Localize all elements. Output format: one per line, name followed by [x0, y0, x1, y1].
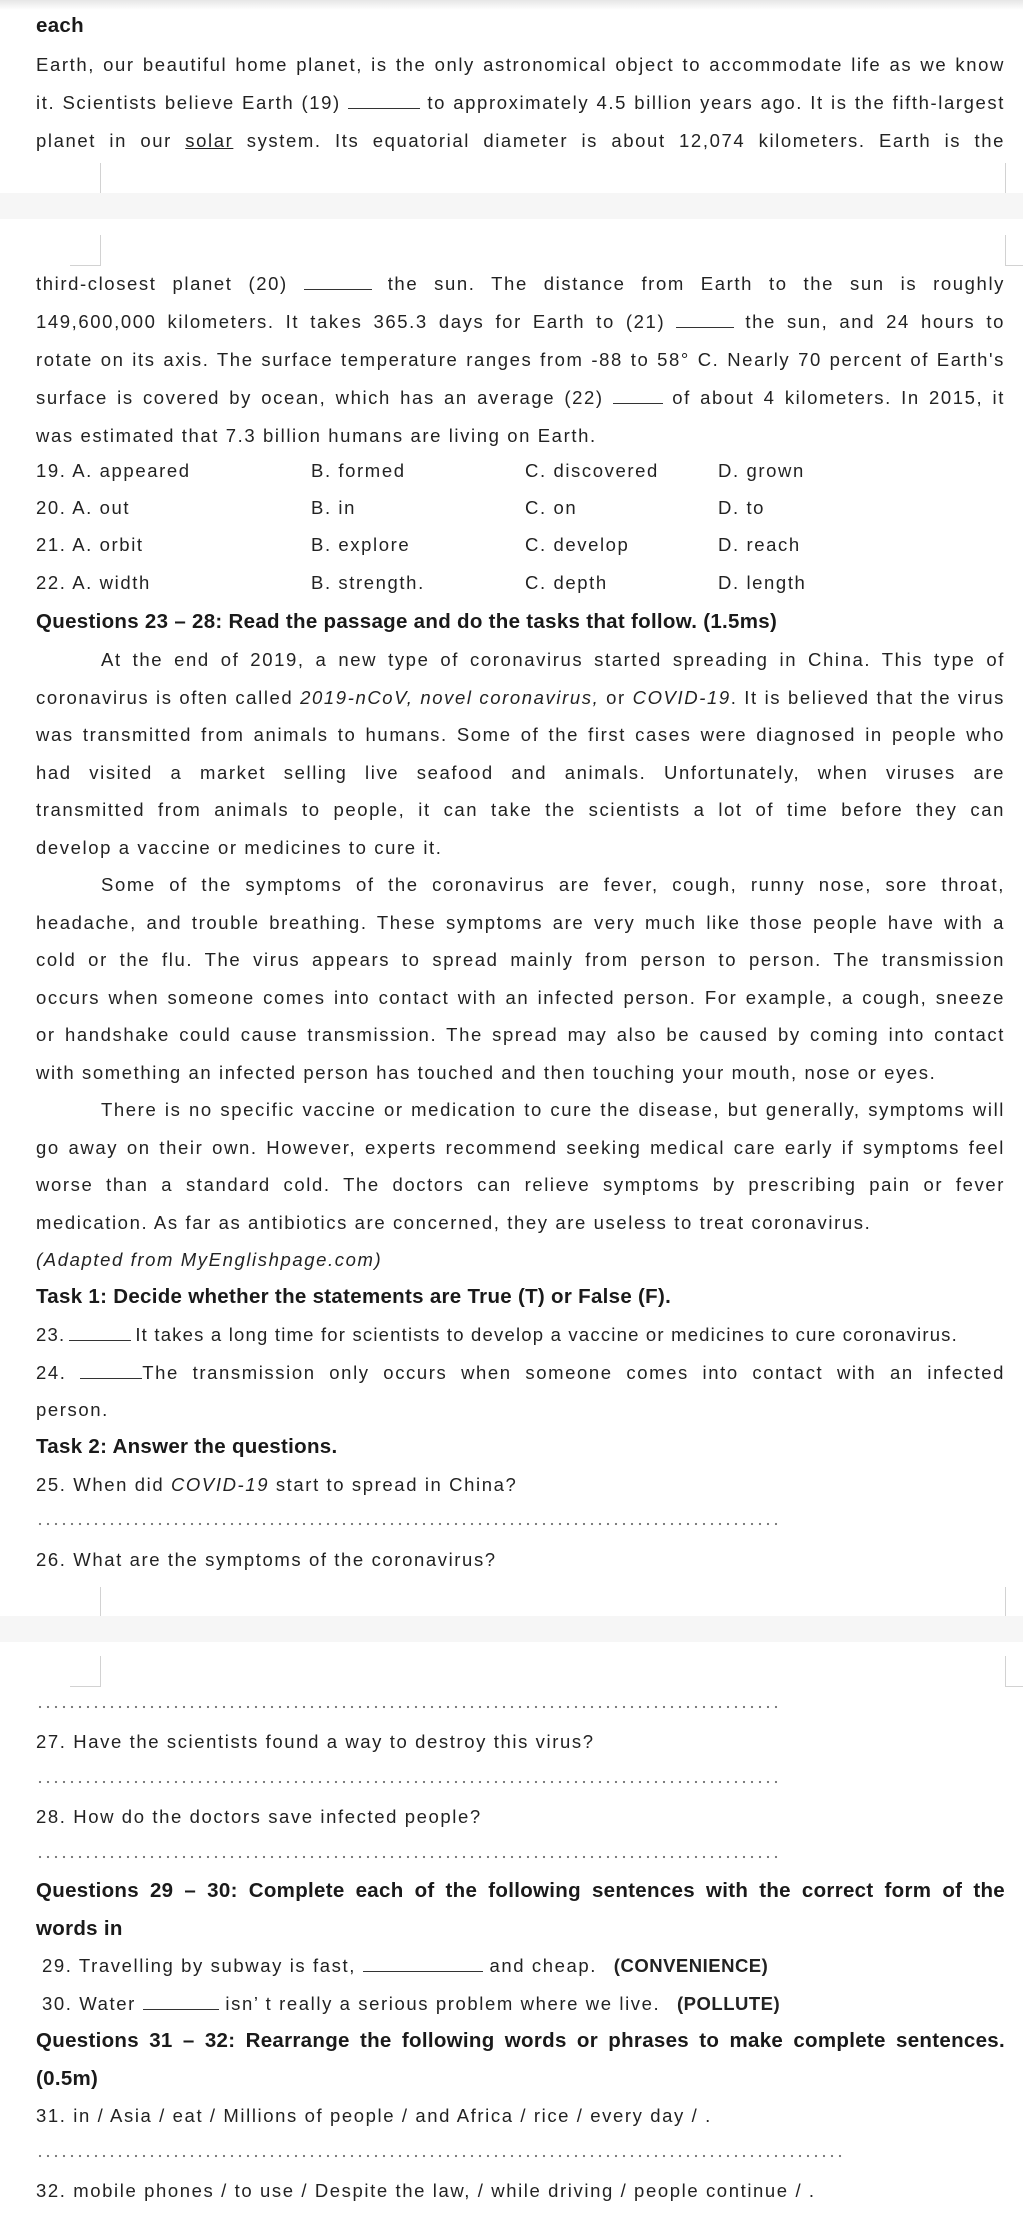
page-corner-mark	[1005, 1656, 1023, 1687]
reading-line: Some of the symptoms of the coronavirus are fever, cough, runny nose, sore throat,	[101, 874, 1005, 895]
page-corner-mark	[70, 235, 101, 266]
passage1-line: 149,600,000 kilometers. It takes 365.3 days for Earth to (21) the sun, and 24 hours to	[36, 311, 1005, 332]
page-edge	[0, 0, 1023, 10]
page-corner-mark	[70, 163, 101, 194]
answer-line-25[interactable]	[36, 1522, 782, 1526]
question-29: 29. Travelling by subway is fast, and cheap. (CONVENIENCE)	[42, 1955, 769, 1976]
question-30: 30. Water isn’ t really a serious problem where we live. (POLLUTE)	[42, 1993, 781, 2014]
option-21-a: 21. A. orbit	[36, 534, 144, 555]
top-word: each	[36, 14, 84, 37]
reading-line: go away on their own. However, experts recommend seeking medical care early if symptoms feel	[36, 1137, 1005, 1158]
section-heading-31-32-cont: (0.5m)	[36, 2067, 99, 2090]
option-19-c: C. discovered	[525, 460, 659, 481]
answer-blank-22[interactable]	[613, 387, 663, 404]
reading-line: with something an infected person has touched and then touching your mouth, nose or eyes.	[36, 1062, 937, 1083]
option-22-c: C. depth	[525, 572, 608, 593]
option-20-b: B. in	[311, 497, 357, 518]
answer-line-26[interactable]	[36, 1705, 782, 1709]
passage1-line: surface is covered by ocean, which has an average (22) of about 4 kilometers. In 2015, it	[36, 387, 1005, 408]
option-22-b: B. strength.	[311, 572, 425, 593]
question-32: 32. mobile phones / to use / Despite the law, / while driving / people continue / .	[36, 2180, 816, 2201]
answer-blank-20[interactable]	[304, 273, 372, 290]
answer-blank-21[interactable]	[676, 311, 734, 328]
passage1-line: it. Scientists believe Earth (19) to approximately 4.5 billion years ago. It is the fifth-largest	[36, 92, 1005, 113]
option-21-c: C. develop	[525, 534, 630, 555]
answer-blank-29[interactable]	[363, 1955, 483, 1972]
option-21-b: B. explore	[311, 534, 411, 555]
answer-blank-30[interactable]	[143, 1993, 219, 2010]
reading-line: had visited a market selling live seafood and animals. Unfortunately, when viruses are	[36, 762, 1005, 783]
page-corner-mark	[70, 1656, 101, 1687]
reading-line: develop a vaccine or medicines to cure it.	[36, 837, 443, 858]
reading-line: cold or the flu. The virus appears to spread mainly from person to person. The transmission	[36, 949, 1005, 970]
answer-blank-23[interactable]	[69, 1324, 131, 1341]
option-20-c: C. on	[525, 497, 578, 518]
answer-blank-19[interactable]	[348, 92, 420, 109]
question-31: 31. in / Asia / eat / Millions of people / and Africa / rice / every day / .	[36, 2105, 712, 2126]
answer-line-31[interactable]	[36, 2154, 846, 2158]
reading-line: worse than a standard cold. The doctors can relieve symptoms by prescribing pain or fever	[36, 1174, 1005, 1195]
passage1-line: rotate on its axis. The surface temperature ranges from -88 to 58° C. Nearly 70 percent of Earth's	[36, 349, 1005, 370]
page-break	[0, 193, 1023, 219]
reading-line: or handshake could cause transmission. The spread may also be caused by coming into contact	[36, 1024, 1005, 1045]
page-corner-mark	[1005, 1587, 1023, 1618]
reading-line: There is no specific vaccine or medication to cure the disease, but generally, symptoms will	[101, 1099, 1005, 1120]
section-heading-29-30: Questions 29 – 30: Complete each of the following sentences with the correct form of the	[36, 1879, 1005, 1902]
page-corner-mark	[1005, 235, 1023, 266]
option-19-a: 19. A. appeared	[36, 460, 191, 481]
reading-line: coronavirus is often called 2019-nCoV, novel coronavirus, or COVID-19. It is believed that the virus	[36, 687, 1005, 708]
task2-heading: Task 2: Answer the questions.	[36, 1435, 338, 1458]
option-19-b: B. formed	[311, 460, 406, 481]
reading-line: At the end of 2019, a new type of coronavirus started spreading in China. This type of	[101, 649, 1005, 670]
section-heading-31-32: Questions 31 – 32: Rearrange the following words or phrases to make complete sentences.	[36, 2029, 1005, 2052]
reading-line: was transmitted from animals to humans. Some of the first cases were diagnosed in people who	[36, 724, 1005, 745]
passage1-line: was estimated that 7.3 billion humans are living on Earth.	[36, 425, 597, 446]
passage1-line: third-closest planet (20) the sun. The distance from Earth to the sun is roughly	[36, 273, 1006, 294]
page-corner-mark	[1005, 163, 1023, 194]
option-22-a: 22. A. width	[36, 572, 151, 593]
option-21-d: D. reach	[718, 534, 801, 555]
option-19-d: D. grown	[718, 460, 805, 481]
reading-line: transmitted from animals to people, it can take the scientists a lot of time before they can	[36, 799, 1005, 820]
question-28: 28. How do the doctors save infected people?	[36, 1806, 482, 1827]
page-corner-mark	[70, 1587, 101, 1618]
reading-line: headache, and trouble breathing. These symptoms are very much like those people have with a	[36, 912, 1005, 933]
question-24: 24. The transmission only occurs when someone comes into contact with an infected	[36, 1362, 1005, 1383]
question-25: 25. When did COVID-19 start to spread in China?	[36, 1474, 518, 1495]
question-26: 26. What are the symptoms of the coronavirus?	[36, 1549, 497, 1570]
option-22-d: D. length	[718, 572, 807, 593]
option-20-a: 20. A. out	[36, 497, 131, 518]
source-citation: (Adapted from MyEnglishpage.com)	[36, 1249, 383, 1270]
question-27: 27. Have the scientists found a way to destroy this virus?	[36, 1731, 595, 1752]
question-24-cont: person.	[36, 1399, 109, 1420]
passage1-line: Earth, our beautiful home planet, is the only astronomical object to accommodate life as we know	[36, 54, 1005, 75]
task1-heading: Task 1: Decide whether the statements are True (T) or False (F).	[36, 1285, 672, 1308]
answer-line-28[interactable]	[36, 1855, 782, 1859]
reading-line: medication. As far as antibiotics are concerned, they are useless to treat coronavirus.	[36, 1212, 872, 1233]
option-20-d: D. to	[718, 497, 766, 518]
section-heading-29-30-cont: words in	[36, 1917, 123, 1940]
answer-blank-24[interactable]	[80, 1362, 142, 1379]
answer-line-27[interactable]	[36, 1780, 782, 1784]
passage1-line: planet in our solar system. Its equatorial diameter is about 12,074 kilometers. Earth is the	[36, 130, 1006, 151]
page-break	[0, 1616, 1023, 1642]
section-heading-23-28: Questions 23 – 28: Read the passage and do the tasks that follow. (1.5ms)	[36, 610, 778, 633]
reading-line: occurs when someone comes into contact with an infected person. For example, a cough, sneeze	[36, 987, 1005, 1008]
question-23: 23. It takes a long time for scientists to develop a vaccine or medicines to cure coronavirus.	[36, 1324, 958, 1345]
